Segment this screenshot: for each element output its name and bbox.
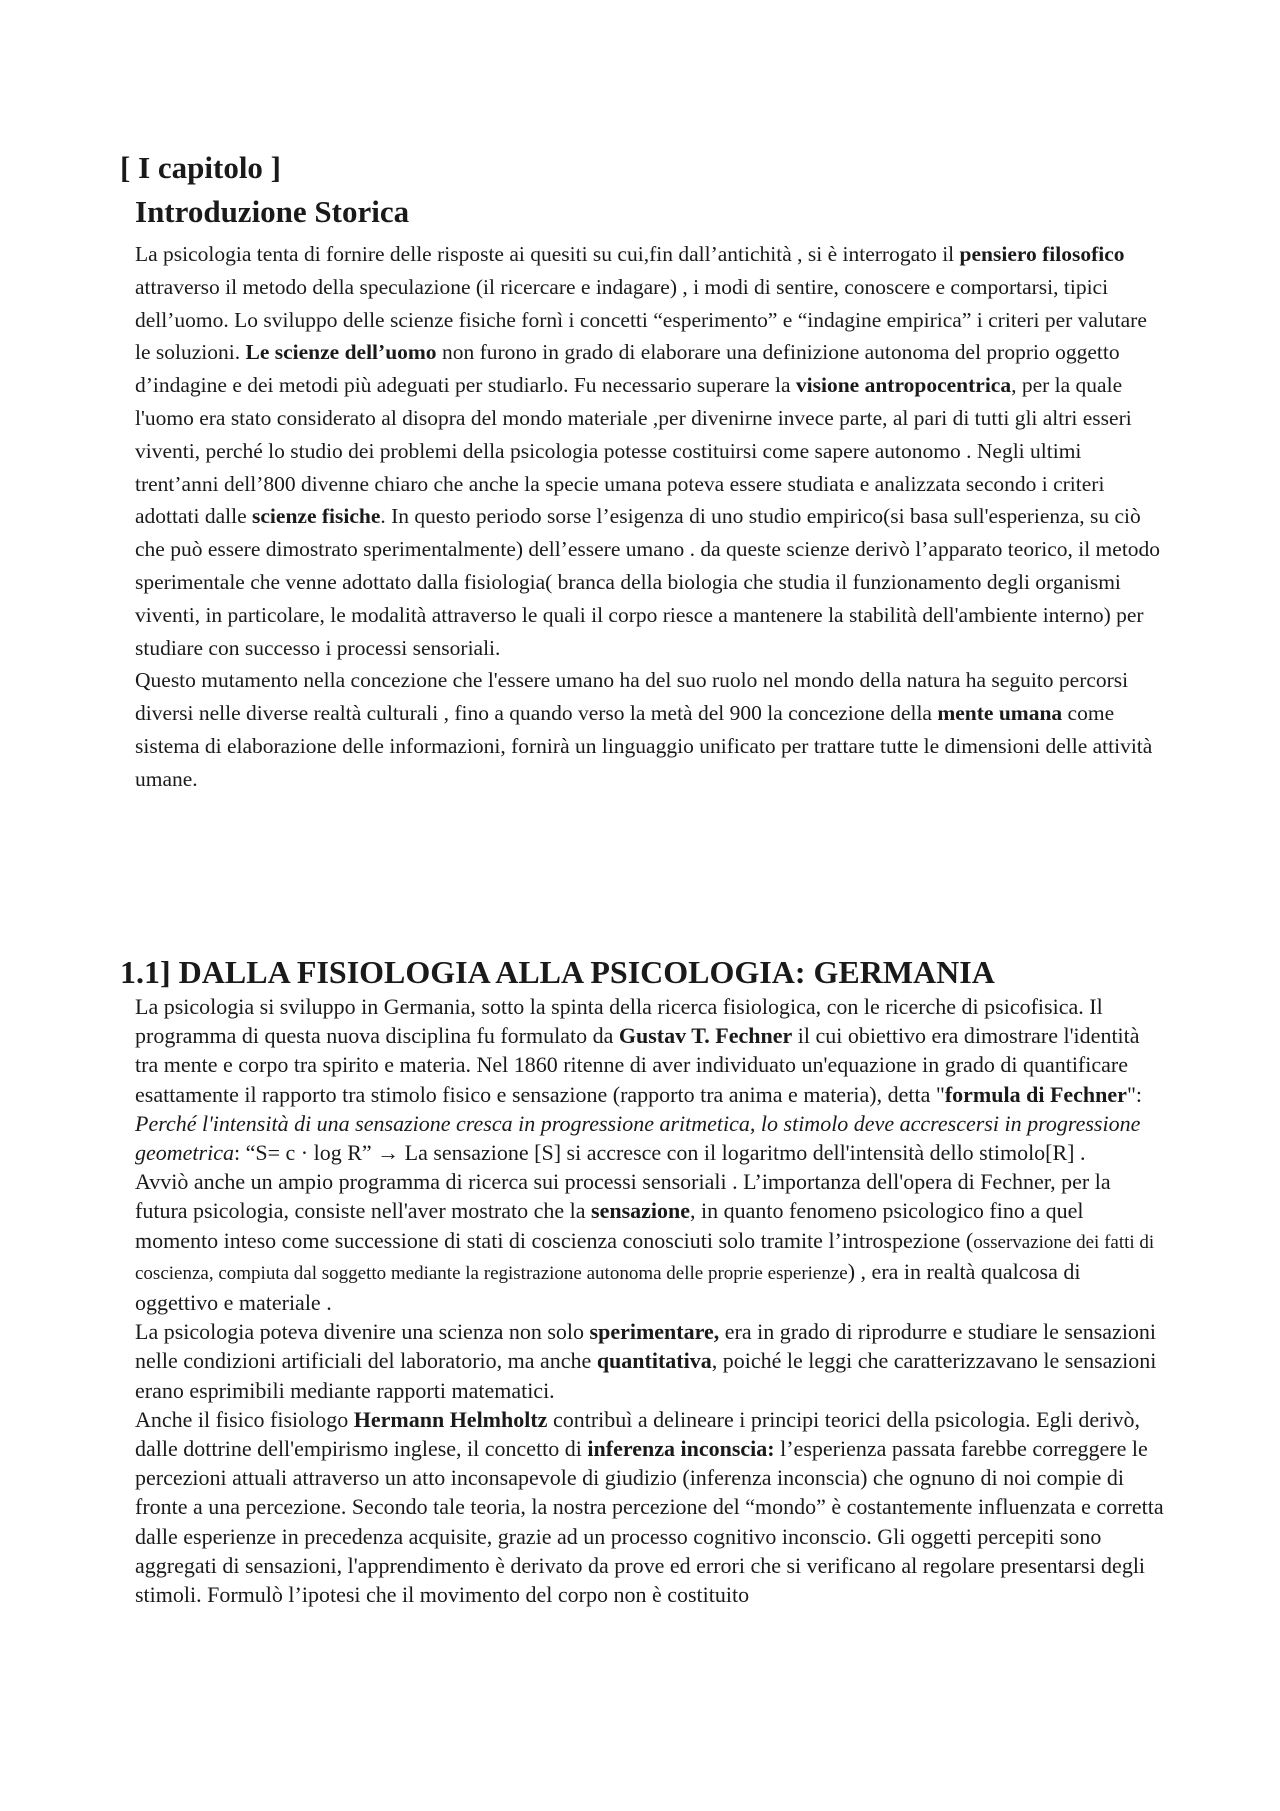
text-run: non furono in grado di elaborare una definizione autonoma del proprio oggetto d’indagine e dei metodi più adeguati per studiarlo. Fu necessario superare la [135,340,1120,398]
text-run: Avviò anche un ampio programma di ricerca sui processi sensoriali . L’importanza dell'opera di Fechner, per la futura psicologia, consiste nell'aver mostrato che la [135,1169,1111,1224]
bold-term: inferenza inconscia: [587,1436,775,1462]
text-run: , in quanto fenomeno psicologico fino a quel momento inteso come successione di stati di coscienza conosciuti solo tramite l’introspezione ( [135,1198,1084,1253]
section-1-1-body [135,992,1165,1609]
text-run: ) , era in realtà qualcosa di oggettivo e materiale . [135,1258,1081,1316]
s11-paragraph-1 [135,992,1165,1109]
text-run: , poiché le leggi che caratterizzavano le sensazioni erano esprimibili mediante rapporti matematici. [135,1348,1157,1403]
bold-term: quantitativa [596,1348,712,1374]
text-run: : “S= c · log R” → La sensazione [S] si accresce con il logaritmo dell'intensità dello stimolo[R] . [233,1140,1086,1166]
s11-paragraph-4 [135,1317,1165,1405]
text-run: come sistema di elaborazione delle informazioni, fornirà un linguaggio unificato per trattare tutte le dimensioni delle attività umane. [135,701,1153,791]
text-run: Questo mutamento nella concezione che l'essere umano ha del suo ruolo nel mondo della natura ha seguito percorsi diversi nelle diverse realtà culturali , fino a quando verso la metà del 900 la concezione della [135,668,1129,726]
text-run: contribuì a delineare i principi teorici della psicologia. Egli derivò, dalle dottrine dell'empirismo inglese, il concetto di [135,1406,1141,1462]
section-heading-text: DALLA FISIOLOGIA ALLA PSICOLOGIA: GERMANIA [170,954,995,990]
s11-paragraph-5 [135,1405,1165,1609]
text-run: ": [1126,1081,1143,1107]
section-number: 1.1] [120,954,171,990]
section-title: Introduzione Storica [135,194,410,229]
bold-term: sperimentare, [589,1319,720,1345]
text-run: , per la quale l'uomo era stato considerato al disopra del mondo materiale ,per divenirne invece parte, al pari di tutti gli altri esseri viventi, perché lo studio dei problemi della psicologia potesse costituirsi come sapere autonomo . Negli ultimi trent’anni dell’800 divenne chiaro che anche la specie umana poteva essere studiata e analizzata secondo i criteri adottati dalle [135,373,1132,529]
bold-term: formula di Fechner [944,1081,1127,1107]
bold-term: Gustav T. Fechner [618,1023,793,1049]
chapter-label: [ I capitolo ] [120,150,282,185]
bold-term: Hermann Helmholtz [353,1406,548,1432]
text-run: . In questo periodo sorse l’esigenza di uno studio empirico(si basa sull'esperienza, su ciò che può essere dimostrato sperimentalmente) dell’essere umano . da queste scienze derivò l’apparato teorico, il metodo sperimentale che venne adottato dalla fisiologia( branca della biologia che studia il funzionamento degli organismi viventi, in particolare, le modalità attraverso le quali il corpo riesce a mantenere la stabilità dell'ambiente interno) per studiare con successo i processi sensoriali. [135,504,1161,660]
text-run: La psicologia tenta di fornire delle risposte ai quesiti su cui,fin dall’antichità , si è interrogato il [135,242,960,266]
bold-term: pensiero filosofico [959,242,1125,266]
text-run: attraverso il metodo della speculazione (il ricercare e indagare) , i modi di sentire, conoscere e comportarsi, tipici dell’uomo. Lo sviluppo delle scienze fisiche fornì i concetti “esperimento” e “indagine empirica” i criteri per valutare le soluzioni. [135,274,1147,365]
bold-term: mente umana [937,701,1063,726]
small-note: osservazione dei fatti di coscienza, compiuta dal soggetto mediante la registrazione autonoma delle proprie esperienze [135,1231,1155,1284]
italic-law: Perché l'intensità di una sensazione cresca in progressione aritmetica, lo stimolo deve accrescersi in progressione geometrica [135,1110,1141,1166]
intro-body [135,238,1165,796]
text-run: Anche il fisico fisiologo [135,1406,354,1432]
s11-paragraph-3 [135,1167,1165,1317]
bold-term: visione antropocentrica [795,373,1012,398]
intro-paragraph-2 [135,664,1165,795]
text-run: l’esperienza passata farebbe correggere le percezioni attuali attraverso un atto inconsapevole di giudizio (inferenza inconscia) che ognuno di noi compie di fronte a una percezione. Secondo tale teoria, la nostra percezione del “mondo” è costantemente influenzata e corretta dalle esperienze in precedenza acquisite, grazie ad un processo cognitivo inconscio. Gli oggetti percepiti sono aggregati di sensazioni, l'apprendimento è derivato da prove ed errori che si verificano al regolare presentarsi degli stimoli. Formulò l’ipotesi che il movimento del corpo non è costituito [135,1436,1164,1608]
text-run: La psicologia poteva divenire una scienza non solo [135,1319,590,1345]
text-run: era in grado di riprodurre e studiare le sensazioni nelle condizioni artificiali del laboratorio, ma anche [135,1319,1157,1374]
intro-paragraph-1 [135,238,1165,664]
text-run: il cui obiettivo era dimostrare l'identità tra mente e corpo tra spirito e materia. Nel 1860 ritenne di aver individuato un'equazione in grado di quantificare esattamente il rapporto tra stimolo fisico e sensazione (rapporto tra anima e materia), detta " [135,1023,1140,1107]
bold-term: Le scienze dell’uomo [245,340,437,365]
text-run: La psicologia si sviluppo in Germania, sotto la spinta della ricerca fisiologica, con le ricerche di psicofisica. Il programma di questa nuova disciplina fu formulato da [135,994,1103,1049]
section-heading-1-1 [120,954,995,991]
s11-paragraph-formula [135,1109,1165,1167]
bold-term: scienze fisiche [252,504,381,529]
bold-term: sensazione [591,1198,691,1224]
